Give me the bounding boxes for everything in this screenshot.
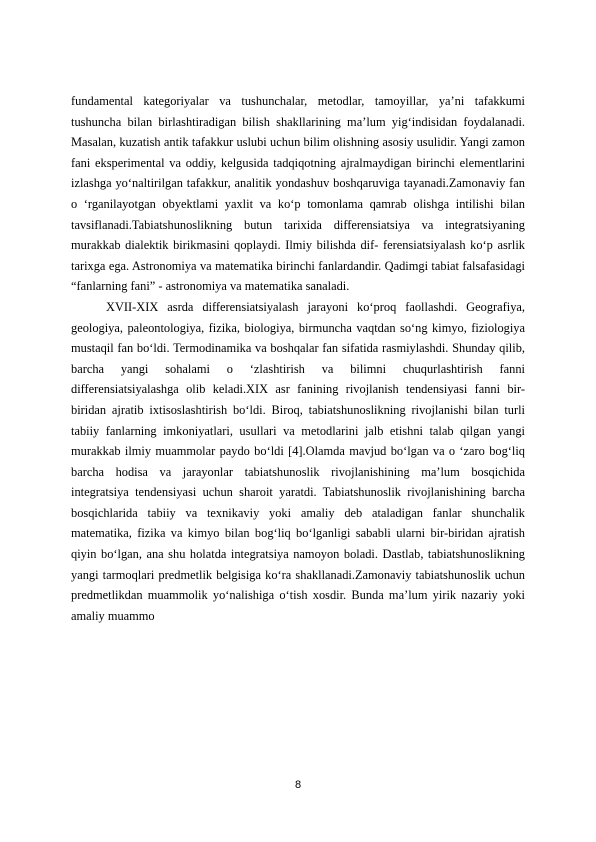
paragraph-differentiation: XVII-XIX asrda differensiatsiyalash jarayoni ko‘proq faollashdi. Geografiya, geologiya, paleontologiya, fizika, biologiya, birmuncha vaqtdan so‘ng kimyo, fiziologiya mustaqil fan bo‘ldi. Termodinamika va boshqalar fan sifatida rasmiylashdi. Shunday qilib, barcha yangi sohalami o ‘zlashtirish va bilimni chuqurlashtirish fanni differensiatsiyalashga olib keladi.XIX asr fanining rivojlanish tendensiyasi fanni bir-biridan ajratib ixtisoslashtirish bo‘ldi. Biroq, tabiatshunoslikning rivojlanishi bilan turli tabiiy fanlarning imkoniyatlari, usullari va metodlarini jalb etishni talab qilgan yangi murakkab ilmiy muammolar paydo bo‘ldi [4].Olamda mavjud bo‘lgan va o ‘zaro bog‘liq barcha hodisa va jarayonlar tabiatshunoslik rivojlanishining ma’lum bosqichida integratsiya tendensiyasi uchun sharoit yaratdi. Tabiatshunoslik rivojlanishining barcha bosqichlarida tabiiy va texnikaviy yoki amaliy deb ataladigan fanlar shunchalik matematika, fizika va kimyo bilan bog‘liq bo‘lganligi sababli ularni bir-biridan ajratish qiyin bo‘lgan, ana shu holatda integratsiya namoyon boladi. Dastlab, tabiatshunoslikning yangi tarmoqlari predmetlik belgisiga ko‘ra shakllanadi.Zamonaviy tabiatshunoslik uchun predmetlikdan muammolik yo‘nalishiga o‘tish xosdir. Bunda ma’lum yirik nazariy yoki amaliy muammo — [71, 299, 525, 623]
page-number: 8 — [294, 779, 302, 791]
paragraph-continued: fundamental kategoriyalar va tushunchalar, metodlar, tamoyillar, ya’ni tafakkumi tushuncha bilan birlashtiradigan bilish shakllarining ma’lum yig‘indisidan foydalanadi. Masalan, kuzatish antik tafakkur uslubi uchun bilim olishning asosiy usulidir. Yangi zamon fani eksperimental va oddiy, kelgusida tadqiqotning ajralmaydigan birinchi elementlarini izlashga yo‘naltirilgan tafakkur, analitik yondashuv boshqaruviga tayanadi.Zamonaviy fan o ‘rganilayotgan obyektlami yaxlit va ko‘p tomonlama qamrab olishga intilishi bilan tavsiflanadi.Tabiatshunoslikning butun tarixida differensiatsiya va integratsiyaning murakkab dialektik birikmasini qoplaydi. Ilmiy bilishda dif- ferensiatsiyalash ko‘p asrlik tarixga ega. Astronomiya va matematika birinchi fanlardandir. Qadimgi tabiat falsafasidagi “fanlarning fani” - astronomiya va matematika sanaladi. — [71, 94, 525, 294]
page-body — [71, 91, 525, 626]
